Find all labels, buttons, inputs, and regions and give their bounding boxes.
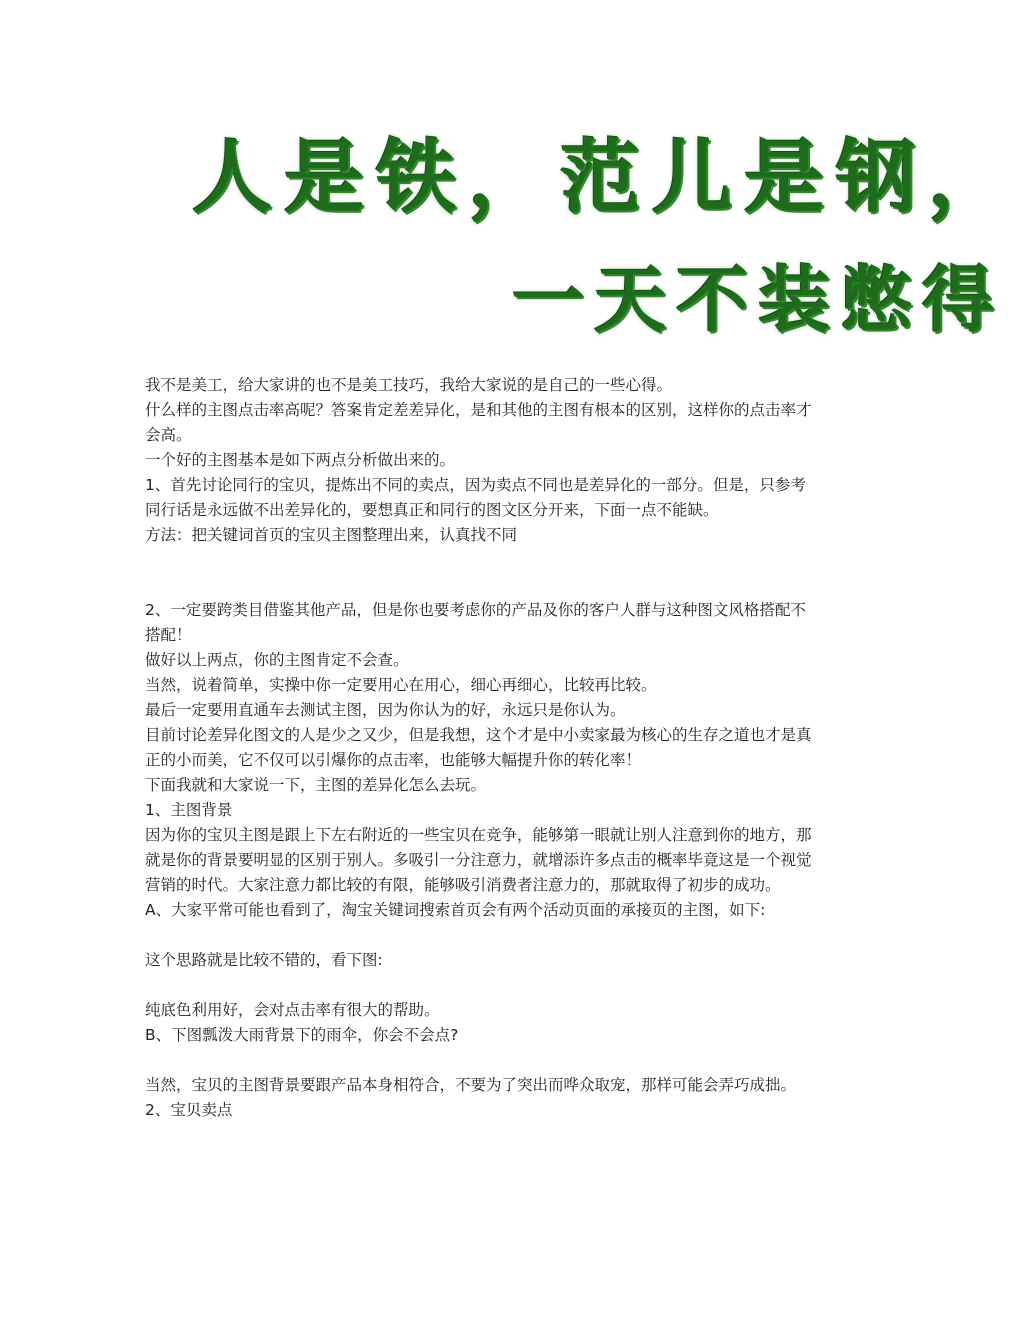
paragraph-example-a: A、大家平常可能也看到了，淘宝关键词搜索首页会有两个活动页面的承接页的主图，如下: <box>145 901 766 919</box>
paragraph-example-b: B、下图瓢泼大雨背景下的雨伞，你会不会点? <box>145 1026 459 1044</box>
section-heading-background: 1、主图背景 <box>145 801 233 819</box>
banner-image <box>0 0 1020 345</box>
spacer <box>145 548 813 598</box>
spacer <box>145 923 813 948</box>
paragraph-question: 什么样的主图点击率高呢？答案肯定差差异化，是和其他的主图有根本的区别，这样你的点击率才会高。 <box>145 401 812 444</box>
paragraph-solid-color: 纯底色利用好，会对点击率有很大的帮助。 <box>145 1001 440 1019</box>
spacer <box>145 973 813 998</box>
paragraph-method: 方法：把关键词首页的宝贝主图整理出来，认真找不同 <box>145 526 518 544</box>
paragraph-caution: 当然，宝贝的主图背景要跟产品本身相符合，不要为了突出而哗众取宠，那样可能会弄巧成拙。 <box>145 1076 797 1094</box>
paragraph-intro: 我不是美工，给大家讲的也不是美工技巧，我给大家说的是自己的一些心得。 <box>145 376 673 394</box>
paragraph-point-1: 1、首先讨论同行的宝贝，提炼出不同的卖点，因为卖点不同也是差异化的一部分。但是，只参考同行话是永远做不出差异化的，要想真正和同行的图文区分开来，下面一点不能缺。 <box>145 476 806 519</box>
banner-slogan-line-2: 一天不装憋得 <box>512 258 1005 342</box>
spacer <box>145 1048 813 1073</box>
paragraph-test: 最后一定要用直通车去测试主图，因为你认为的好，永远只是你认为。 <box>145 701 626 719</box>
paragraph-background: 因为你的宝贝主图是跟上下左右附近的一些宝贝在竞争，能够第一眼就让别人注意到你的地方，那就是你的背景要明显的区别于别人。多吸引一分注意力，就增添许多点击的概率毕竟这是一个视觉营销的时代。大家注意力都比较的有限，能够吸引消费者注意力的，那就取得了初步的成功。 <box>145 826 812 894</box>
article-body <box>145 373 813 1123</box>
paragraph-two-points: 一个好的主图基本是如下两点分析做出来的。 <box>145 451 456 469</box>
paragraph-point-2: 2、一定要跨类目借鉴其他产品，但是你也要考虑你的产品及你的客户人群与这种图文风格搭配不搭配！ <box>145 601 806 644</box>
section-heading-selling-point: 2、宝贝卖点 <box>145 1101 233 1119</box>
paragraph-summary: 做好以上两点，你的主图肯定不会查。 <box>145 651 409 669</box>
paragraph-differentiation: 目前讨论差异化图文的人是少之又少，但是我想，这个才是中小卖家最为核心的生存之道也才是真正的小而美，它不仅可以引爆你的点击率，也能够大幅提升你的转化率！ <box>145 726 812 769</box>
paragraph-how-to: 下面我就和大家说一下，主图的差异化怎么去玩。 <box>145 776 487 794</box>
paragraph-see-image: 这个思路就是比较不错的，看下图: <box>145 951 383 969</box>
banner-slogan-line-1: 人是铁，范儿是钢， <box>192 131 1020 224</box>
paragraph-practice: 当然，说着简单，实操中你一定要用心在用心，细心再细心，比较再比较。 <box>145 676 657 694</box>
